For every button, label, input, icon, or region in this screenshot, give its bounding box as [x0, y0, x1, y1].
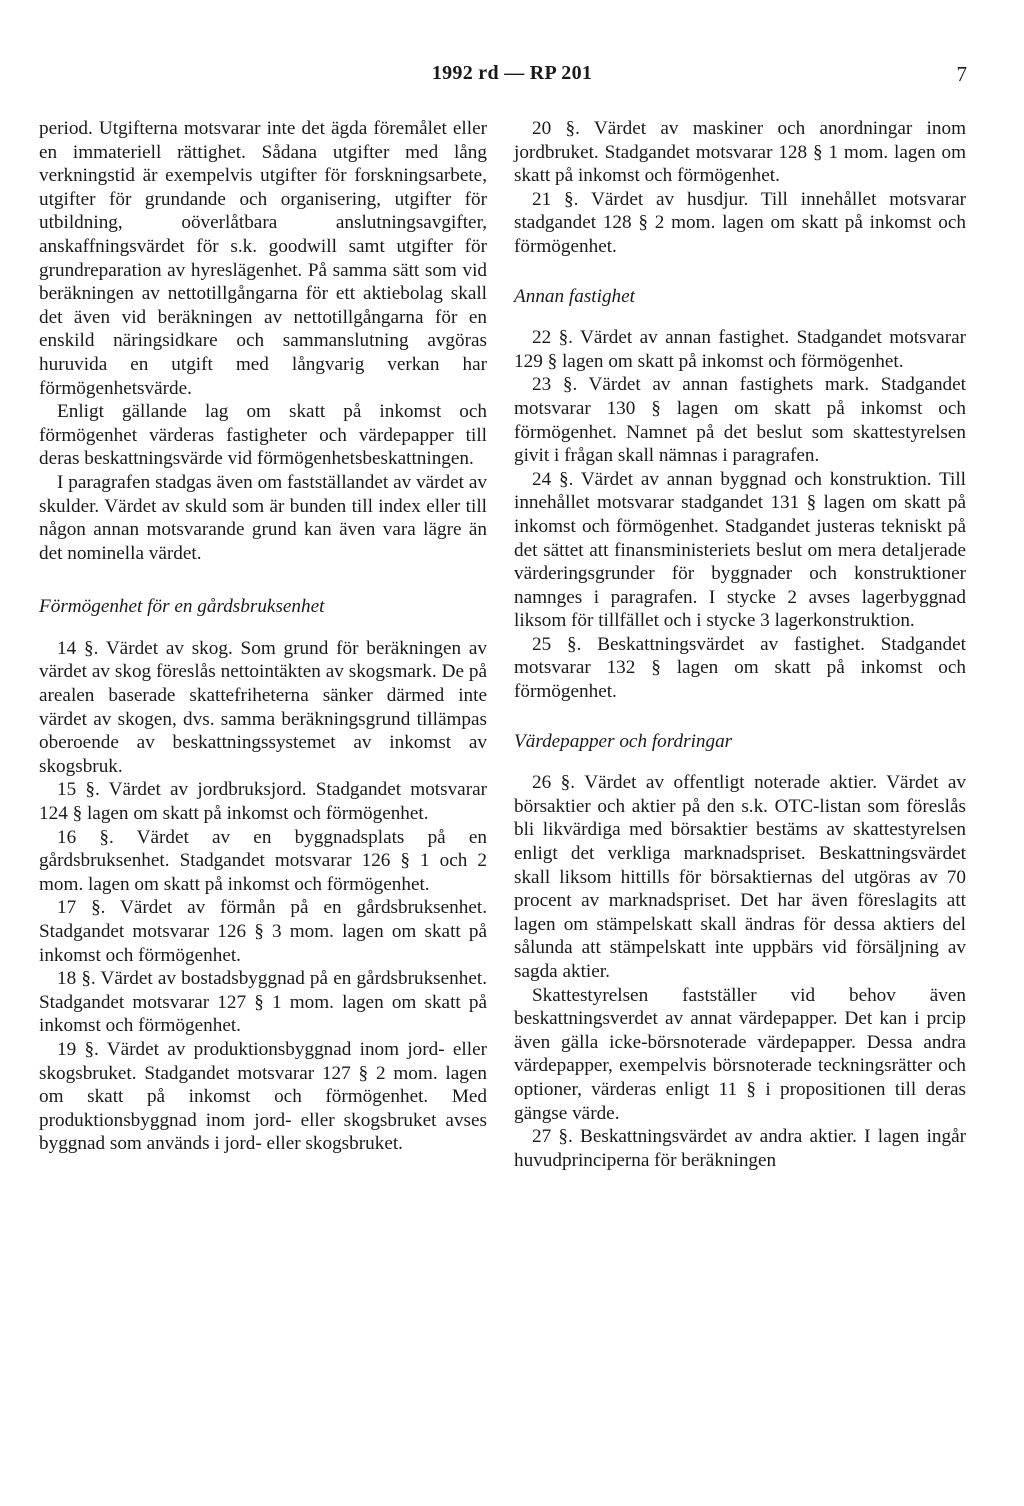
- section-18: 18 §. Värdet av bostadsbyggnad på en gårdsbruksenhet. Stadgandet motsvarar 127 § 1 mom. lagen om skatt på inkomst och förmögenhet.: [39, 968, 487, 1037]
- section-23: 23 §. Värdet av annan fastighets mark. Stadgandet motsvarar 130 § lagen om skatt på inkomst och förmögenhet. Namnet på det beslut som skattestyrelsen givit i frågan skall nämnas i paragrafen.: [514, 374, 966, 467]
- page-number: 7: [956, 62, 967, 86]
- paragraph: period. Utgifterna motsvarar inte det ägda föremålet eller en immateriell rättighet. Sådana utgifter med lång verkningstid är exempelvis utgifter för forskningsarbete, utgifter för grundande och organisering, utgifter för utbildning, oöverlåtbara anslutningsavgifter, anskaffningsvärdet för s.k. goodwill samt utgifter för grundreparation av hyreslägenhet. På samma sätt som vid beräkningen av nettotillgångarna för ett aktiebolag skall det även vid beräkningen av nettotillgångarna för en enskild näringsidkare och sammanslutning avgöras huruvida en utgift med långvarig verkan har förmögenhetsvärde.: [39, 118, 487, 399]
- section-16: 16 §. Värdet av en byggnadsplats på en gårdsbruksenhet. Stadgandet motsvarar 126 § 1 och 2 mom. lagen om skatt på inkomst och förmögenhet.: [39, 826, 487, 895]
- section-24: 24 §. Värdet av annan byggnad och konstruktion. Till innehållet motsvarar stadgandet 131 § lagen om skatt på inkomst och förmögenhet. Stadgandet justeras tekniskt på det sättet att finansministeriets beslut om mera detaljerade värderingsgrunder för byggnader och konstruktioner namnges i paragrafen. I stycke 2 avses lagerbyggnad liksom för tillfället och i stycke 3 lagerkonstruktion.: [514, 468, 966, 632]
- section-15: 15 §. Värdet av jordbruksjord. Stadgandet motsvarar 124 § lagen om skatt på inkomst och förmögenhet.: [39, 779, 487, 825]
- left-column: [39, 117, 487, 1156]
- section-21: 21 §. Värdet av husdjur. Till innehållet motsvarar stadgandet 128 § 2 mom. lagen om skatt på inkomst och förmögenhet.: [514, 188, 966, 257]
- running-head: 1992 rd — RP 201: [431, 62, 593, 84]
- page-header: [0, 62, 1024, 92]
- section-heading: Värdepapper och fordringar: [514, 730, 733, 752]
- section-17: 17 §. Värdet av förmån på en gårdsbruksenhet. Stadgandet motsvarar 126 § 3 mom. lagen om skatt på inkomst och förmögenhet.: [39, 897, 487, 966]
- section-20: 20 §. Värdet av maskiner och anordningar inom jordbruket. Stadgandet motsvarar 128 § 1 mom. lagen om skatt på inkomst och förmögenhet.: [514, 118, 966, 187]
- section-22: 22 §. Värdet av annan fastighet. Stadgandet motsvarar 129 § lagen om skatt på inkomst och förmögenhet.: [514, 327, 966, 372]
- section-heading: Förmögenhet för en gårdsbruksenhet: [39, 596, 325, 618]
- paragraph: Skattestyrelsen fastställer vid behov även beskattningsverdet av annat värdepapper. Det kan i prcip även gälla icke-börsnoterade värdepapper. Dessa andra värdepapper, exempelvis börsnoterade teckningsrätter och optioner, värderas enligt 11 § i propositionen till deras gängse värde.: [514, 984, 966, 1124]
- paragraph: I paragrafen stadgas även om fastställandet av värdet av skulder. Värdet av skuld som är bunden till index eller till någon annan motsvarande grund kan även vara lägre än det nominella värdet.: [39, 471, 487, 564]
- section-27: 27 §. Beskattningsvärdet av andra aktier. I lagen ingår huvudprinciperna för beräkningen: [514, 1126, 966, 1171]
- paragraph: Enligt gällande lag om skatt på inkomst och förmögenhet värderas fastigheter och värdepapper till deras beskattningsvärde vid förmögenhetsbeskattningen.: [39, 401, 487, 470]
- section-25: 25 §. Beskattningsvärdet av fastighet. Stadgandet motsvarar 132 § lagen om skatt på inkomst och förmögenhet.: [514, 633, 966, 703]
- section-26: 26 §. Värdet av offentligt noterade aktier. Värdet av börsaktier och aktier på den s.k. OTC-listan som föreslås bli likvärdiga med börsaktier bestäms av skattestyrelsen enligt det verkliga marknadspriset. Beskattningsvärdet skall liksom hittills för börsaktiernas del utgöras av 70 procent av marknadspriset. Det har även föreslagits att lagen om stämpelskatt skall ändras för dessa aktiers del sålunda att stämpelskatt inte uppbärs vid försäljning av sagda aktier.: [514, 772, 966, 982]
- section-14: 14 §. Värdet av skog. Som grund för beräkningen av värdet av skog föreslås nettointäkten av skogsmark. De på arealen baserade skattefriheterna sänker därmed inte värdet av skogen, dvs. samma beräkningsgrund tillämpas oberoende av beskattningssystemet av inkomst av skogsbruk.: [39, 637, 487, 777]
- section-heading: Annan fastighet: [514, 285, 635, 307]
- section-19: 19 §. Värdet av produktionsbyggnad inom jord- eller skogsbruket. Stadgandet motsvarar 127 § 2 mom. lagen om skatt på inkomst och förmögenhet. Med produktionsbyggnad inom jord- eller skogsbruket avses byggnad som används i jord- eller skogsbruket.: [39, 1038, 487, 1155]
- right-column: [514, 117, 966, 1172]
